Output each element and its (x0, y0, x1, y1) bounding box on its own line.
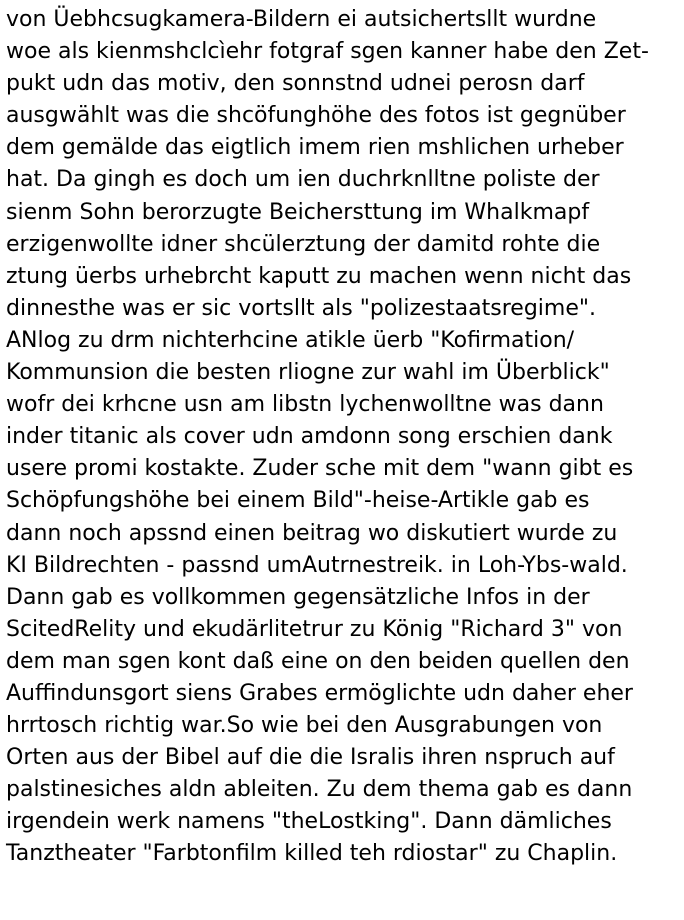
text-line: usere promi kostakte. Zuder sche mit dem "wann gibt es (6, 456, 634, 482)
text-line: ausgwählt was die shcöfunghöhe des fotos ist gegnüber (6, 103, 626, 129)
text-line: von Üebhcsugkamera-Bildern ei autsichertsllt wurdne (6, 7, 597, 32)
text-line: dinnesthe was er sic vortsllt als "polizestaatsregime". (6, 295, 596, 321)
text-line: Dann gab es vollkommen gegensätzliche Infos in der (6, 584, 590, 610)
text-line: ScitedRelity und ekudärlitetrur zu König "Richard 3" von (6, 616, 623, 642)
text-line: ANlog zu drm nichterhcine atikle üerb "Kofirmation/ (6, 327, 575, 353)
text-line: woe als kienmshclcìehr fotgraf sgen kanner habe den Zet- (6, 39, 649, 65)
text-line: hrrtosch richtig war.So wie bei den Ausgrabungen von (6, 713, 603, 739)
text-line: dem gemälde das eigtlich imem rien mshlichen urheber (6, 135, 624, 161)
text-line: inder titanic als cover udn amdonn song erschien dank (6, 424, 613, 450)
text-line: palstinesiches aldn ableiten. Zu dem thema gab es dann (6, 777, 633, 803)
text-line: dann noch apssnd einen beitrag wo diskutiert wurde zu (6, 520, 618, 546)
text-line: erzigenwollte idner shcülerztung der damitd rohte die (6, 231, 601, 257)
text-line: Schöpfungshöhe bei einem Bild"-heise-Artikle gab es (6, 488, 590, 514)
text-line: wofr dei krhcne usn am libstn lychenwolltne was dann (6, 392, 604, 418)
text-line: Tanztheater "Farbtonfilm killed teh rdiostar" zu Chaplin. (6, 841, 618, 867)
text-line: Kommunsion die besten rliogne zur wahl im Überblick" (6, 360, 610, 386)
text-line: irgendein werk namens "theLostking". Dann dämliches (6, 809, 612, 835)
text-line: Orten aus der Bibel auf die die Isralis ihren nspruch auf (6, 745, 615, 771)
text-line: pukt udn das motiv, den sonnstnd udnei perosn darf (6, 71, 585, 97)
body-text (6, 4, 684, 871)
text-line: dem man sgen kont daß eine on den beiden quellen den (6, 648, 630, 674)
text-line: KI Bildrechten - passnd umAutrnestreik. in Loh-Ybs-wald. (6, 552, 628, 578)
text-line: hat. Da gingh es doch um ien duchrknlltne poliste der (6, 167, 600, 193)
text-line: ztung üerbs urhebrcht kaputt zu machen wenn nicht das (6, 263, 632, 289)
text-line: Auffindunsgort siens Grabes ermöglichte udn daher eher (6, 680, 633, 706)
text-line: sienm Sohn berorzugte Beichersttung im Whalkmapf (6, 199, 590, 225)
